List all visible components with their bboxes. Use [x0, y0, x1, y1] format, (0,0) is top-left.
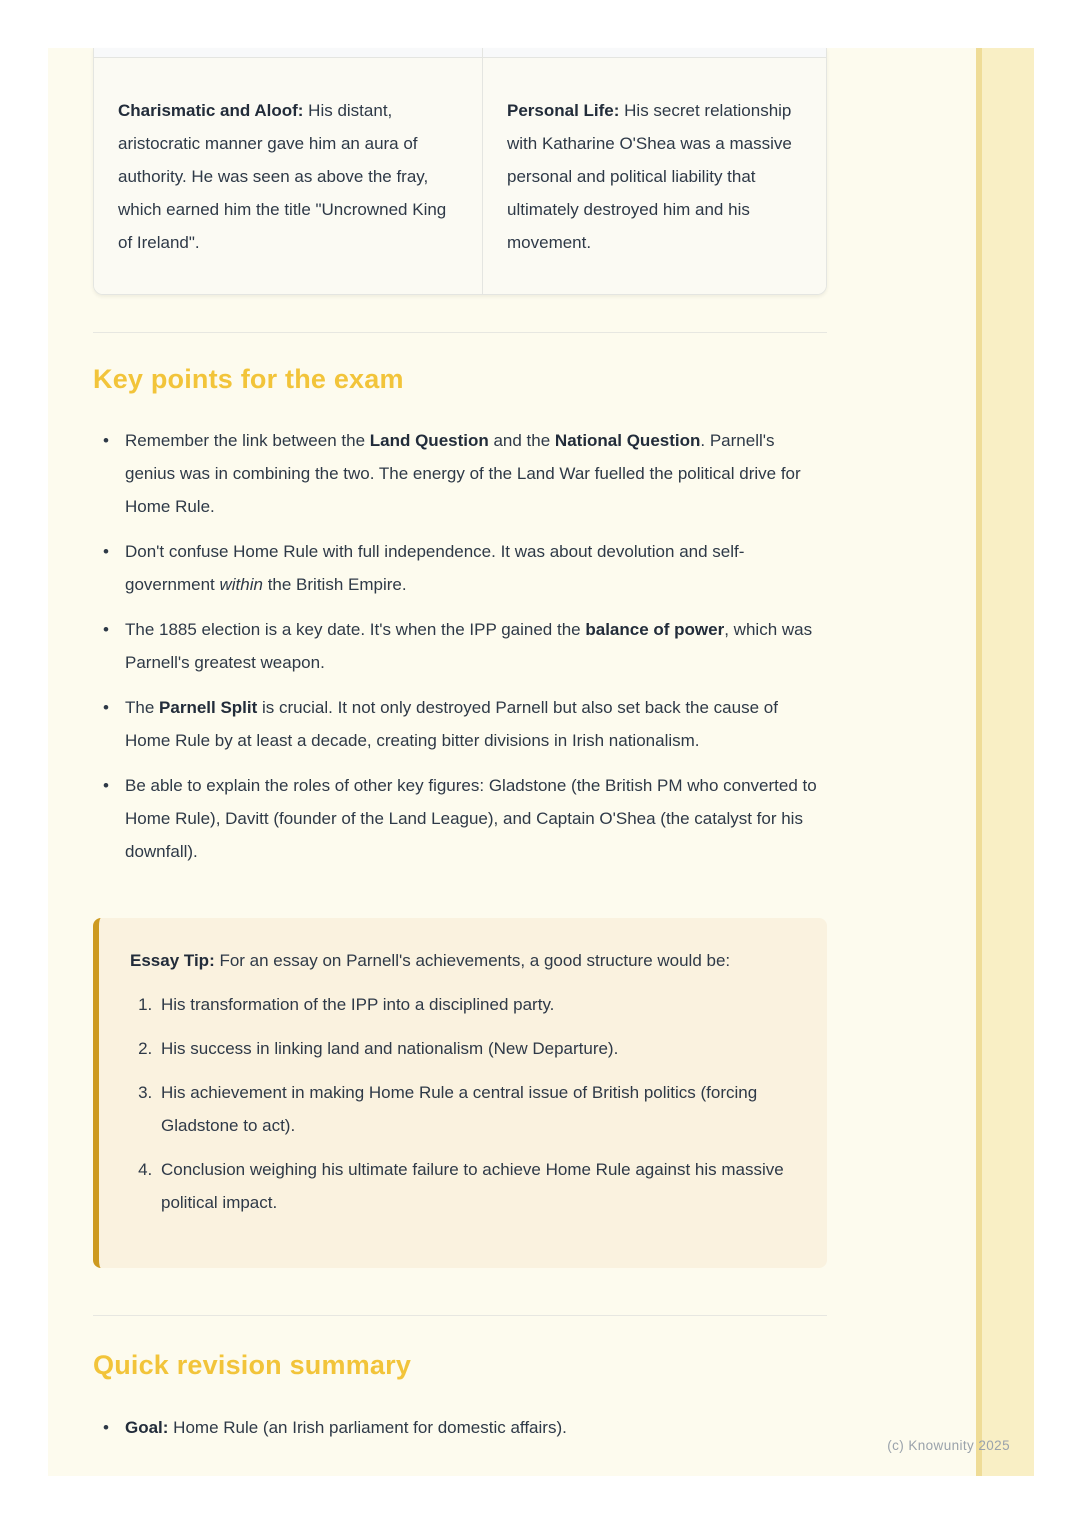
quick-revision-heading: Quick revision summary: [93, 1350, 412, 1380]
copyright-watermark: (c) Knowunity 2025: [887, 1438, 1010, 1453]
list-item: 4. Conclusion weighing his ultimate failure to achieve Home Rule against his massive political impact.: [157, 1153, 791, 1219]
section-divider: [93, 332, 827, 333]
bullet-icon: •: [103, 620, 109, 639]
list-item: • Be able to explain the roles of other key figures: Gladstone (the British PM who converted to Home Rule), Davitt (founder of the Land League), and Captain O'Shea (the catalyst for his downfall).: [93, 769, 827, 868]
essay-tip-intro: Essay Tip: For an essay on Parnell's achievements, a good structure would be:: [130, 951, 731, 970]
right-margin-stripe: [976, 48, 1034, 1476]
list-item: 2. His success in linking land and nationalism (New Departure).: [157, 1032, 791, 1065]
trait-card-charismatic: [94, 58, 483, 294]
list-item: • Remember the link between the Land Question and the National Question. Parnell's genius was in combining the two. The energy of the Land War fuelled the political drive for Home Rule.: [93, 424, 827, 523]
notes-page: [48, 48, 1034, 1476]
list-item: • The 1885 election is a key date. It's when the IPP gained the balance of power, which was Parnell's greatest weapon.: [93, 613, 827, 679]
bullet-icon: •: [103, 698, 109, 717]
bullet-icon: •: [103, 542, 109, 561]
section-divider: [93, 1315, 827, 1316]
trait-card-personal-life: [483, 58, 826, 294]
trait-card-grid: [93, 48, 827, 295]
bullet-icon: •: [103, 1418, 109, 1437]
bullet-icon: •: [103, 431, 109, 450]
trait-card-text: Personal Life: His secret relationship with Katharine O'Shea was a massive personal and political liability that ultimately destroyed him and his movement.: [507, 100, 792, 252]
list-item: • Goal: Home Rule (an Irish parliament for domestic affairs).: [93, 1411, 827, 1444]
list-item: 3. His achievement in making Home Rule a central issue of British politics (forcing Gladstone to act).: [157, 1076, 791, 1142]
trait-card-row-above-sliver: [94, 48, 826, 58]
essay-structure-list: [130, 988, 791, 1219]
list-item: 1. His transformation of the IPP into a disciplined party.: [157, 988, 791, 1021]
trait-card-text: Charismatic and Aloof: His distant, aristocratic manner gave him an aura of authority. He was seen as above the fray, which earned him the title "Uncrowned King of Ireland".: [118, 100, 447, 252]
list-item: • The Parnell Split is crucial. It not only destroyed Parnell but also set back the cause of Home Rule by at least a decade, creating bitter divisions in Irish nationalism.: [93, 691, 827, 757]
essay-tip-callout: [93, 918, 827, 1268]
key-points-list: [93, 424, 827, 880]
list-item: • Don't confuse Home Rule with full independence. It was about devolution and self-government within the British Empire.: [93, 535, 827, 601]
quick-revision-list: [93, 1411, 827, 1456]
bullet-icon: •: [103, 776, 109, 795]
key-points-heading: Key points for the exam: [93, 364, 404, 394]
